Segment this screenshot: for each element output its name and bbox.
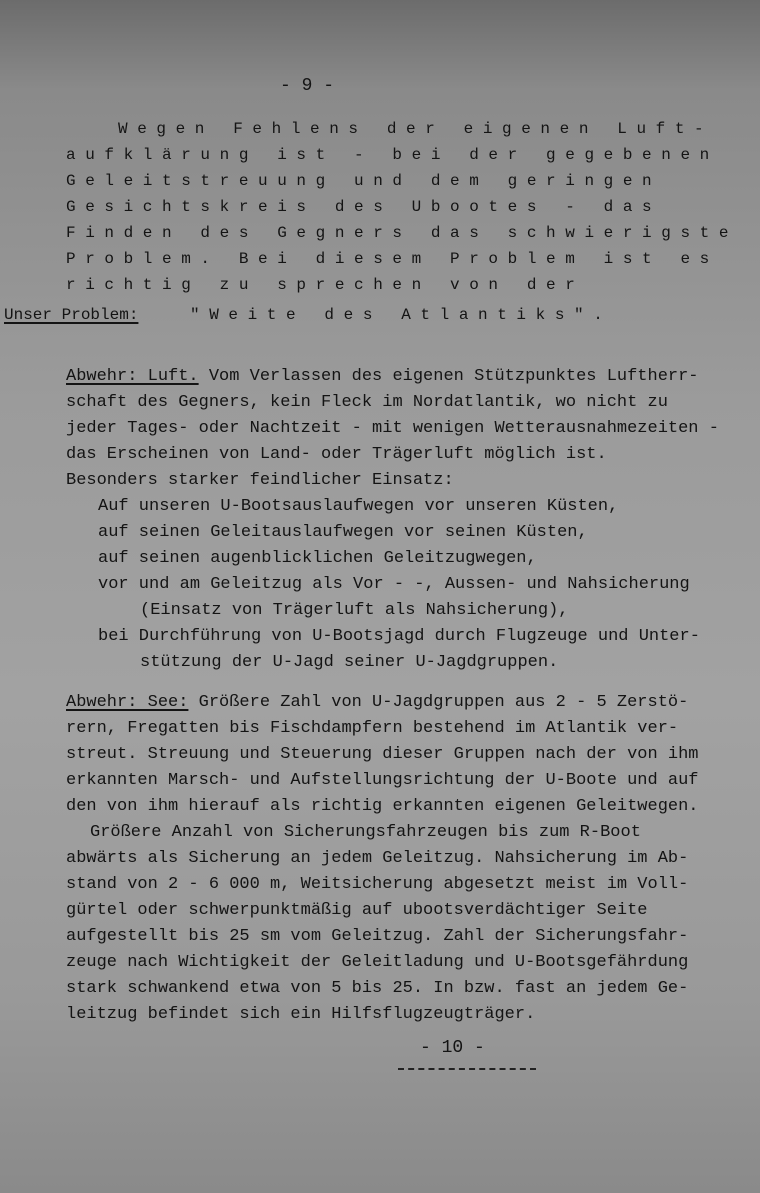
air-list-item: (Einsatz von Trägerluft als Nahsicherung),	[140, 601, 569, 620]
air-line: Vom Verlassen des eigenen Stützpunktes Luftherr-	[198, 367, 699, 386]
sea-line: stand von 2 - 6 000 m, Weitsicherung abgesetzt meist im Voll-	[66, 875, 689, 894]
air-list-item: Auf unseren U-Bootsauslaufwegen vor unseren Küsten,	[98, 497, 619, 516]
air-list-item: bei Durchführung von U-Bootsjagd durch Flugzeuge und Unter-	[98, 627, 700, 646]
sea-line: streut. Streuung und Steuerung dieser Gruppen nach der von ihm	[66, 745, 699, 764]
page-number-top: - 9 -	[280, 76, 335, 96]
air-list-item: auf seinen Geleitauslaufwegen vor seinen Küsten,	[98, 523, 588, 542]
air-heading-line	[66, 366, 699, 388]
sea-line: stark schwankend etwa von 5 bis 25. In bzw. fast an jedem Ge-	[66, 979, 689, 998]
air-line: das Erscheinen von Land- oder Trägerluft möglich ist.	[66, 445, 607, 464]
sea-heading: Abwehr: See:	[66, 693, 189, 712]
intro-line: Wegen Fehlens der eigenen Luft-	[118, 120, 714, 138]
footer-rule	[398, 1068, 536, 1070]
page-number-bottom: - 10 -	[420, 1038, 485, 1058]
air-line: jeder Tages- oder Nachtzeit - mit wenigen Wetterausnahmezeiten -	[66, 419, 719, 438]
problem-text: "Weite des Atlantiks".	[190, 306, 613, 324]
intro-line: Gesichtskreis des Ubootes - das	[66, 198, 662, 216]
sea-line: rern, Fregatten bis Fischdampfern bestehend im Atlantik ver-	[66, 719, 679, 738]
air-line: Besonders starker feindlicher Einsatz:	[66, 471, 454, 490]
problem-label: Unser Problem:	[4, 306, 139, 324]
air-list-item: auf seinen augenblicklichen Geleitzugwegen,	[98, 549, 537, 568]
sea-line: Größere Anzahl von Sicherungsfahrzeugen bis zum R-Boot	[90, 823, 641, 842]
intro-line: Finden des Gegners das schwierigste	[66, 224, 739, 242]
sea-line: abwärts als Sicherung an jedem Geleitzug. Nahsicherung im Ab-	[66, 849, 689, 868]
sea-line: gürtel oder schwerpunktmäßig auf ubootsverdächtiger Seite	[66, 901, 648, 920]
intro-line: richtig zu sprechen von der	[66, 276, 585, 294]
air-list-item: stützung der U-Jagd seiner U-Jagdgruppen.	[140, 653, 559, 672]
air-list-item: vor und am Geleitzug als Vor - -, Aussen- und Nahsicherung	[98, 575, 690, 594]
sea-line: den von ihm hierauf als richtig erkannten eigenen Geleitwegen.	[66, 797, 699, 816]
intro-line: aufklärung ist - bei der gegebenen	[66, 146, 719, 164]
sea-heading-line	[66, 692, 688, 714]
air-line: schaft des Gegners, kein Fleck im Nordatlantik, wo nicht zu	[66, 393, 668, 412]
sea-line: zeuge nach Wichtigkeit der Geleitladung und U-Bootsgefährdung	[66, 953, 689, 972]
intro-line: Geleitstreuung und dem geringen	[66, 172, 662, 190]
sea-line: leitzug befindet sich ein Hilfsflugzeugträger.	[66, 1005, 536, 1024]
air-heading: Abwehr: Luft.	[66, 367, 199, 386]
sea-line: erkannten Marsch- und Aufstellungsrichtung der U-Boote und auf	[66, 771, 699, 790]
intro-line: Problem. Bei diesem Problem ist es	[66, 250, 719, 268]
sea-line: Größere Zahl von U-Jagdgruppen aus 2 - 5 Zerstö-	[188, 693, 689, 712]
sea-line: aufgestellt bis 25 sm vom Geleitzug. Zahl der Sicherungsfahr-	[66, 927, 689, 946]
